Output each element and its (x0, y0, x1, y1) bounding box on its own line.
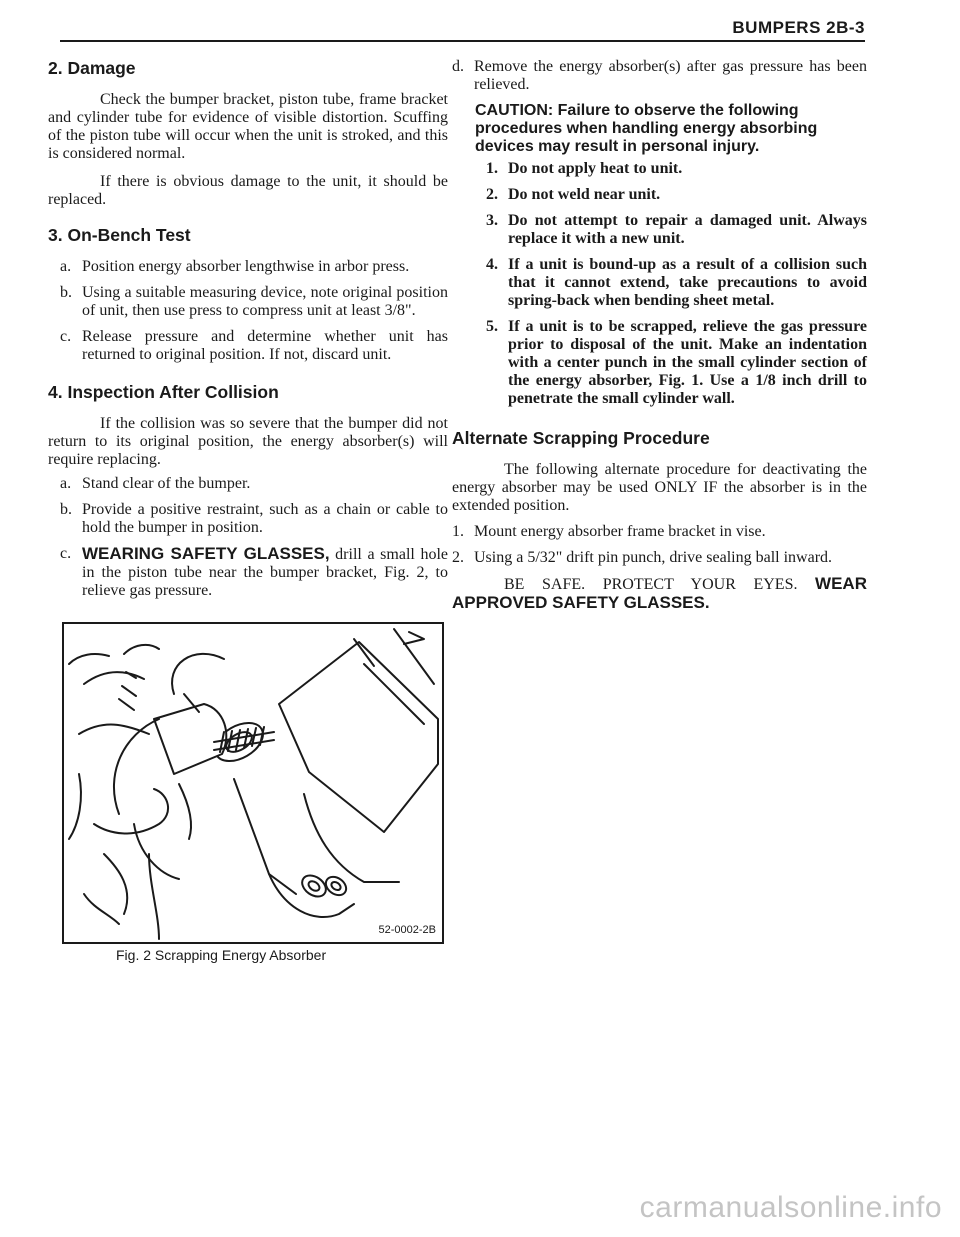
list-marker: 1. (452, 523, 464, 540)
list-text: Do not weld near unit. (508, 186, 661, 203)
section-heading: 4. Inspection After Collision (48, 382, 279, 402)
list-marker: 2. (452, 549, 464, 566)
list-marker: 1. (486, 160, 498, 177)
list-item (474, 212, 867, 248)
list-text: Do not apply heat to unit. (508, 160, 683, 177)
drill-illustration (64, 624, 442, 942)
section-heading: Alternate Scrapping Procedure (452, 428, 710, 448)
list-text: Release pressure and determine whether unit has returned to original position. If not, discard unit. (82, 328, 448, 363)
figure-caption: Fig. 2 Scrapping Energy Absorber (116, 947, 327, 963)
list-marker: d. (452, 58, 464, 75)
list-text: Mount energy absorber frame bracket in vise. (474, 523, 766, 540)
list-text: Stand clear of the bumper. (82, 475, 251, 492)
safety-glasses-warning: WEAR APPROVED SAFETY GLASSES. (452, 574, 867, 612)
list-item (48, 258, 448, 276)
list-marker: 5. (486, 318, 498, 335)
section-heading: 3. On-Bench Test (48, 225, 191, 245)
list-text: Position energy absorber lengthwise in arbor press. (82, 258, 410, 275)
section-heading: 2. Damage (48, 58, 136, 78)
list-marker: c. (60, 328, 72, 345)
list-text: If a unit is bound-up as a result of a collision such that it cannot extend, take precautions to avoid spring-back when bending sheet metal. (508, 256, 867, 309)
list-marker: 4. (486, 256, 498, 273)
list-item (48, 475, 448, 493)
list-marker: 3. (486, 212, 498, 229)
caution-notice: CAUTION: Failure to observe the following procedures when handling energy absorbing devices may result in personal injury. (475, 102, 818, 155)
list-text: drill a small hole in the piston tube near the bumper bracket, Fig. 2, to relieve gas pressure. (82, 546, 448, 599)
list-item (474, 256, 867, 310)
page-header (60, 18, 865, 42)
list-item (452, 549, 867, 567)
list-text: Using a 5/32" drift pin punch, drive sealing ball inward. (474, 549, 833, 566)
list-text: Do not attempt to repair a damaged unit. Always replace it with a new unit. (508, 212, 867, 247)
section-on-bench-test (48, 225, 448, 364)
list-item (452, 523, 867, 541)
list-text: Provide a positive restraint, such as a chain or cable to hold the bumper in position. (82, 501, 448, 536)
list-item (48, 284, 448, 320)
right-column (452, 58, 867, 613)
list-marker: a. (60, 475, 72, 492)
paragraph: If the collision was so severe that the bumper did not return to its original position, the energy absorber(s) will require replacing. (48, 415, 448, 468)
page-title: BUMPERS 2B-3 (732, 18, 865, 37)
list-item (452, 58, 867, 94)
list-marker: 2. (486, 186, 498, 203)
list-item (474, 186, 867, 204)
list-item (48, 328, 448, 364)
list-item (474, 318, 867, 408)
safety-text: BE SAFE. PROTECT YOUR EYES. (504, 576, 816, 593)
section-inspection-after-collision (48, 382, 448, 600)
paragraph: Check the bumper bracket, piston tube, frame bracket and cylinder tube for evidence of visible distortion. Scuffing of the piston tube will occur when the unit is stroked, and this is considered normal. (48, 91, 448, 162)
left-column (48, 58, 448, 608)
list-marker: c. (60, 545, 72, 562)
list-text: Using a suitable measuring device, note original position of unit, then use press to compress unit at least 3/8". (82, 284, 448, 319)
list-item (48, 501, 448, 537)
watermark: carmanualsonline.info (639, 1191, 942, 1224)
list-item (474, 160, 867, 178)
figure-id: 52-0002-2B (378, 924, 436, 936)
list-text: Remove the energy absorber(s) after gas pressure has been relieved. (474, 58, 867, 93)
figure-frame (62, 622, 444, 944)
section-damage (48, 58, 448, 209)
safety-paragraph (452, 575, 867, 613)
paragraph: The following alternate procedure for deactivating the energy absorber may be used ONLY IF the absorber is in the extended position. (452, 461, 867, 514)
safety-glasses-warning: WEARING SAFETY GLASSES, (82, 544, 330, 563)
list-marker: a. (60, 258, 72, 275)
section-alternate-scrapping (452, 428, 867, 613)
list-marker: b. (60, 284, 72, 301)
list-text: If a unit is to be scrapped, relieve the gas pressure prior to disposal of the unit. Make an indentation with a center punch in the small cylinder section of the energy absorber, Fig. 1. Use a 1/8 inch drill to penetrate the small cylinder wall. (508, 318, 867, 407)
paragraph: If there is obvious damage to the unit, it should be replaced. (48, 173, 448, 208)
list-marker: b. (60, 501, 72, 518)
list-item (48, 545, 448, 600)
